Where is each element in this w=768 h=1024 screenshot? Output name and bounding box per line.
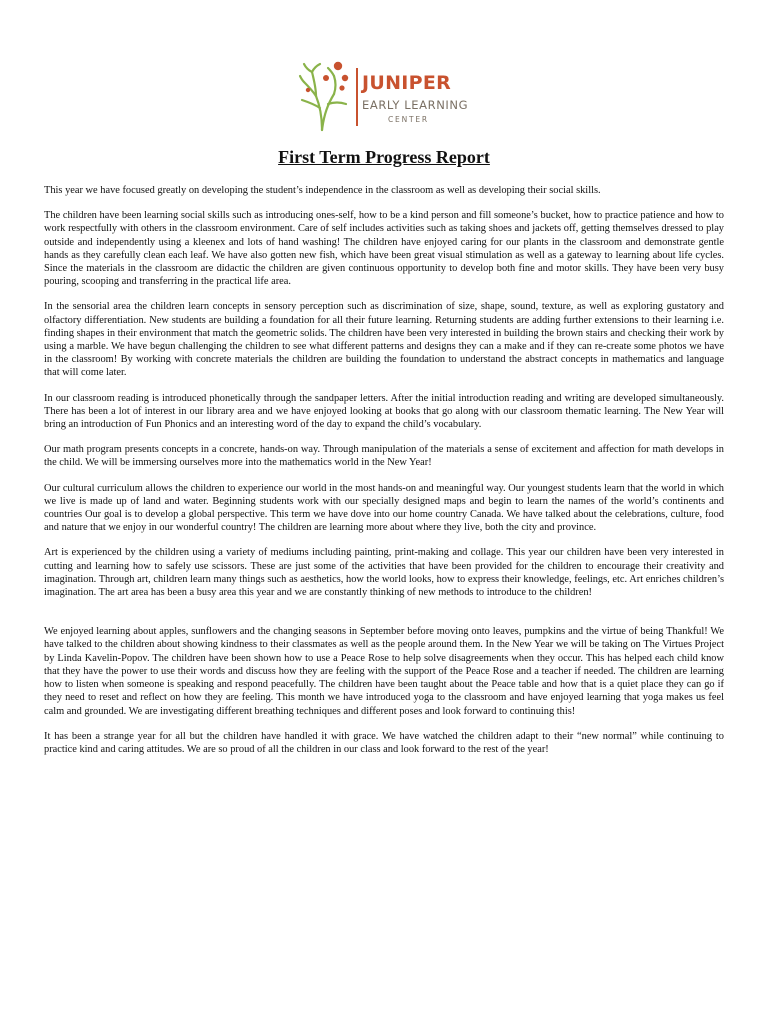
paragraph-virtues: We enjoyed learning about apples, sunflowers and the changing seasons in September before moving onto leaves, pumpkins and the virtue of being Thankful! We have talked to the children about showing kindness to their classmates as well as the people around them. In the New Year we will be taking on The Virtues Project by Linda Kavelin-Popov. The children have been shown how to use a Peace Rose to help solve disagreements when they occur. This has helped each child know that they have the power to use their words and discuss how they are feeling with the support of the Peace Rose and a teacher if needed. The children are learning how to listen when someone is speaking and respond peacefully. The children have been taught about the Peace table and how that is a quiet place they can go if they need to reset and reflect on how they are feeling. This month we have introduced yoga to the classroom and have enjoyed learning that yoga makes us feel calm and grounded. We are investigating different breathing techniques and different poses and look forward to continuing this! [44, 626, 724, 717]
logo-name: JUNIPER [362, 72, 452, 94]
paragraph-closing: It has been a strange year for all but the children have handled it with grace. We have watched the children adapt to their “new normal” while continuing to practice kind and caring attitudes. We are so proud of all the children in our class and look forward to the rest of the year! [44, 730, 724, 755]
juniper-logo [298, 58, 488, 136]
logo-subtitle-center: CENTER [388, 115, 429, 124]
paragraph-sensorial: In the sensorial area the children learn concepts in sensory perception such as discrimination of size, shape, sound, texture, as well as exploring gustatory and olfactory differentiation. New students are building a foundation for all their future learning. Returning students are adding further extensions to their learning i.e. finding shapes in their environment that match the geometric solids. The children have been very interested in building the brown stairs and checking their work by using a marble. We have begun challenging the children to see what different patterns and designs they can a make and if they can re-create some photos we have in the classroom! By working with concrete materials the children are building the foundation to understand the abstract concepts in mathematics and language that will come later. [44, 301, 724, 379]
paragraph-reading: In our classroom reading is introduced phonetically through the sandpaper letters. After the initial introduction reading and writing are developed simultaneously. There has been a lot of interest in our library area and we have enjoyed looking at books that go along with our classroom thematic learning. The New Year will bring an introduction of Fun Phonics and an interesting word of the day to expand the child’s vocabulary. [44, 392, 724, 431]
report-title: First Term Progress Report [278, 147, 490, 167]
paragraph-art: Art is experienced by the children using a variety of mediums including painting, print-making and collage. This year our children have been very interested in cutting and learning how to safely use scissors. These are just some of the activities that have been provided for the children to encourage their creativity and imagination. Through art, children learn many things such as aesthetics, how the world looks, how to express their knowledge, feelings, etc. Art enriches children’s imagination. The art area has been a busy area this year and we are constantly thinking of new methods to introduce to the children! [44, 547, 724, 599]
paragraph-cultural: Our cultural curriculum allows the children to experience our world in the most hands-on and meaningful way. Our youngest students learn that the world in which we live is made up of land and water. Beginning students work with our specially designed maps and begin to learn the names of the world’s continents and countries Our goal is to develop a global perspective. This term we have dove into our home country Canada. We have talked about the celebrations, culture, food and nature that we enjoy in our wonderful country! The children are learning more about where they live, both the city and province. [44, 482, 724, 534]
juniper-tree-icon [298, 58, 350, 132]
paragraph-math: Our math program presents concepts in a concrete, hands-on way. Through manipulation of the materials a sense of excitement and affection for math develops in the child. We will be immersing ourselves more into the mathematics world in the New Year! [44, 444, 724, 469]
logo-divider [356, 68, 358, 126]
report-body [44, 184, 724, 768]
logo-subtitle: EARLY LEARNING [362, 98, 469, 112]
paragraph-social-skills: The children have been learning social skills such as introducing ones-self, how to be a kind person and fill someone’s bucket, how to practice patience and how to work respectfully with others in the classroom environment. Care of self includes activities such as taking shoes and jackets off, getting themselves dressed to play outside and independently using a kleenex and lots of hand washing! The children have enjoyed caring for our plants in the classroom and demonstrate gentle hands as they carefully clean each leaf. We have also gotten new fish, which have been great visual stimulation as well as a gateway to learning about life cycles. Since the materials in the classroom are didactic the children are given continuous opportunity to develop both fine and motor skills. They have been very busy pouring, scooping and transferring in the practical life area. [44, 210, 724, 288]
paragraph-intro: This year we have focused greatly on developing the student’s independence in the classroom as well as developing their social skills. [44, 185, 601, 196]
